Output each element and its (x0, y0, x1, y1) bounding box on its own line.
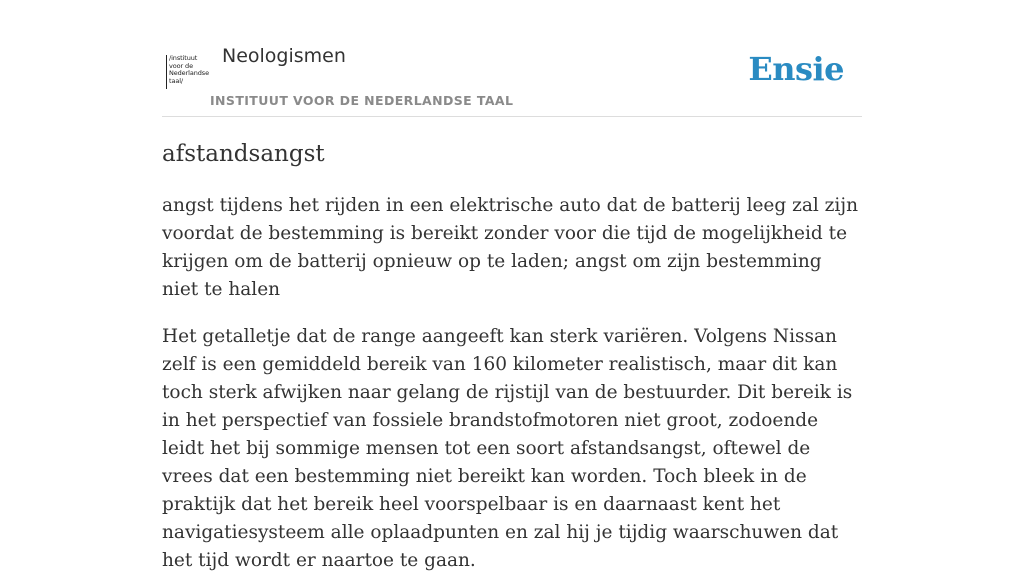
site-name[interactable]: Neologismen (222, 45, 346, 67)
entry-example: Het getalletje dat de range aangeeft kan sterk variëren. Volgens Nissan zelf is een gemiddeld bereik van 160 kilometer realistisch, maar dit kan toch sterk afwijken naar gelang de rijstijl van de bestuurder. Dit bereik is in het perspectief van fossiele brandstofmotoren niet groot, zodoende leidt het bij sommige mensen tot een soort afstandsangst, oftewel de vrees dat een bestemming niet bereikt kan worden. Toch bleek in de praktijk dat het bereik heel voorspelbaar is en daarnaast kent het navigatiesysteem alle oplaadpunten en zal hij je tijdig waarschuwen dat het tijd wordt er naartoe te gaan. (162, 326, 853, 571)
page-header (162, 0, 862, 117)
ensie-logo[interactable]: Ensie (748, 50, 844, 88)
ivdnt-logo[interactable] (166, 54, 209, 89)
organization-name: INSTITUUT VOOR DE NEDERLANDSE TAAL (210, 93, 514, 108)
logo-line: Nederlandse (169, 69, 209, 78)
entry-content (162, 138, 862, 575)
logo-line: taal/ (169, 76, 184, 85)
entry-term: afstandsangst (162, 141, 325, 167)
logo-line: voor de (169, 61, 193, 70)
entry-definition: angst tijdens het rijden in een elektrische auto dat de batterij leeg zal zijn voordat de bestemming is bereikt zonder voor die tijd de mogelijkheid te krijgen om de batterij opnieuw op te laden; angst om zijn bestemming niet te halen (162, 195, 858, 300)
logo-line: /instituut (169, 54, 198, 62)
